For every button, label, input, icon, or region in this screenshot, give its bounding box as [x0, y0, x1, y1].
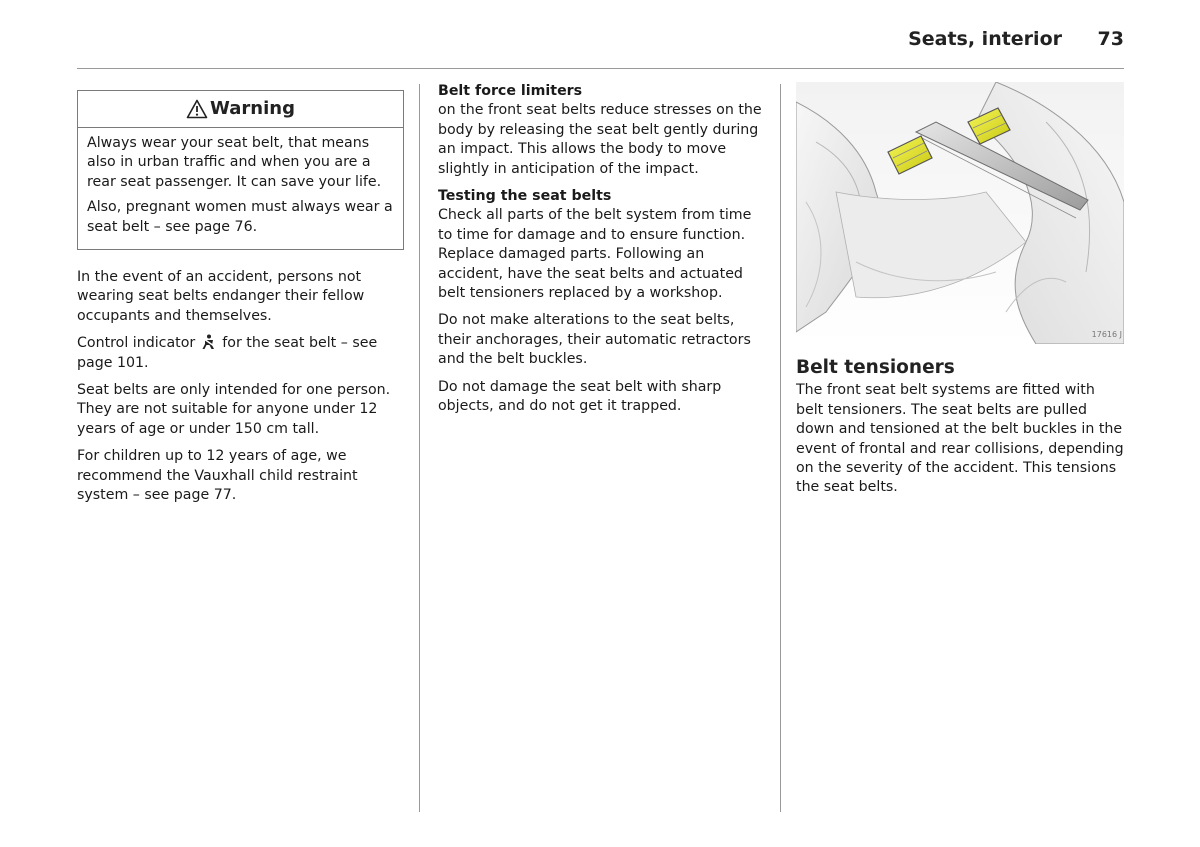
image-code: 17616 J [1091, 329, 1122, 339]
control-indicator-text: Control indicator [77, 335, 196, 352]
seat-buckles-image [796, 82, 1124, 344]
belt-force-heading: Belt force limiters [438, 83, 583, 99]
warning-heading-label: Warning [210, 98, 295, 120]
column-2 [438, 82, 766, 425]
alterations-paragraph: Do not make alterations to the seat belts, their anchorages, their automatic retractors and the belt buckles. [438, 312, 751, 368]
children-paragraph: For children up to 12 years of age, we recommend the Vauxhall child restraint system – see page 77. [77, 448, 358, 504]
testing-text: Check all parts of the belt system from time to time for damage and to ensure function. Replace damaged parts. Following an accident, have the seat belts and actuated belt tensioners replaced by a workshop. [438, 207, 752, 302]
warning-box [77, 90, 404, 250]
header-divider [77, 68, 1124, 69]
belt-force-text: on the front seat belts reduce stresses on the body by releasing the seat belt gently during an impact. This allows the body to move slightly in anticipation of the impact. [438, 102, 762, 177]
warning-paragraph: Always wear your seat belt, that means also in urban traffic and when you are a rear seat passenger. It can save your life. [87, 135, 382, 190]
belt-buckle-illustration [796, 82, 1124, 344]
warning-paragraph: Also, pregnant women must always wear a seat belt – see page 76. [87, 199, 393, 235]
column-divider-1 [419, 84, 420, 812]
warning-triangle-icon [186, 99, 208, 119]
belt-force-section [438, 82, 766, 179]
warning-heading [78, 91, 403, 128]
belt-tensioners-heading: Belt tensioners [796, 357, 955, 378]
one-person-paragraph: Seat belts are only intended for one person. They are not suitable for anyone under 12 years of age or under 150 cm tall. [77, 382, 391, 437]
belt-tensioners-text: The front seat belt systems are fitted with belt tensioners. The seat belts are pulled down and tensioned at the belt buckles in the event of frontal and rear collisions, depending on the severity of the accident. This tensions the seat belts. [796, 382, 1124, 496]
column-1 [77, 90, 404, 514]
seat-belt-icon [202, 334, 216, 350]
column-divider-2 [780, 84, 781, 812]
testing-section [438, 187, 766, 303]
page-number: 73 [1097, 28, 1124, 50]
warning-body [78, 128, 403, 249]
control-indicator-paragraph [77, 334, 404, 373]
column-3 [796, 82, 1124, 506]
control-indicator-text-after: for the seat belt – see page 101. [77, 335, 378, 371]
damage-paragraph: Do not damage the seat belt with sharp objects, and do not get it trapped. [438, 378, 722, 415]
section-title-header: Seats, interior [908, 28, 1062, 50]
accident-paragraph: In the event of an accident, persons not wearing seat belts endanger their fellow occupants and themselves. [77, 269, 365, 324]
testing-heading: Testing the seat belts [438, 188, 612, 205]
